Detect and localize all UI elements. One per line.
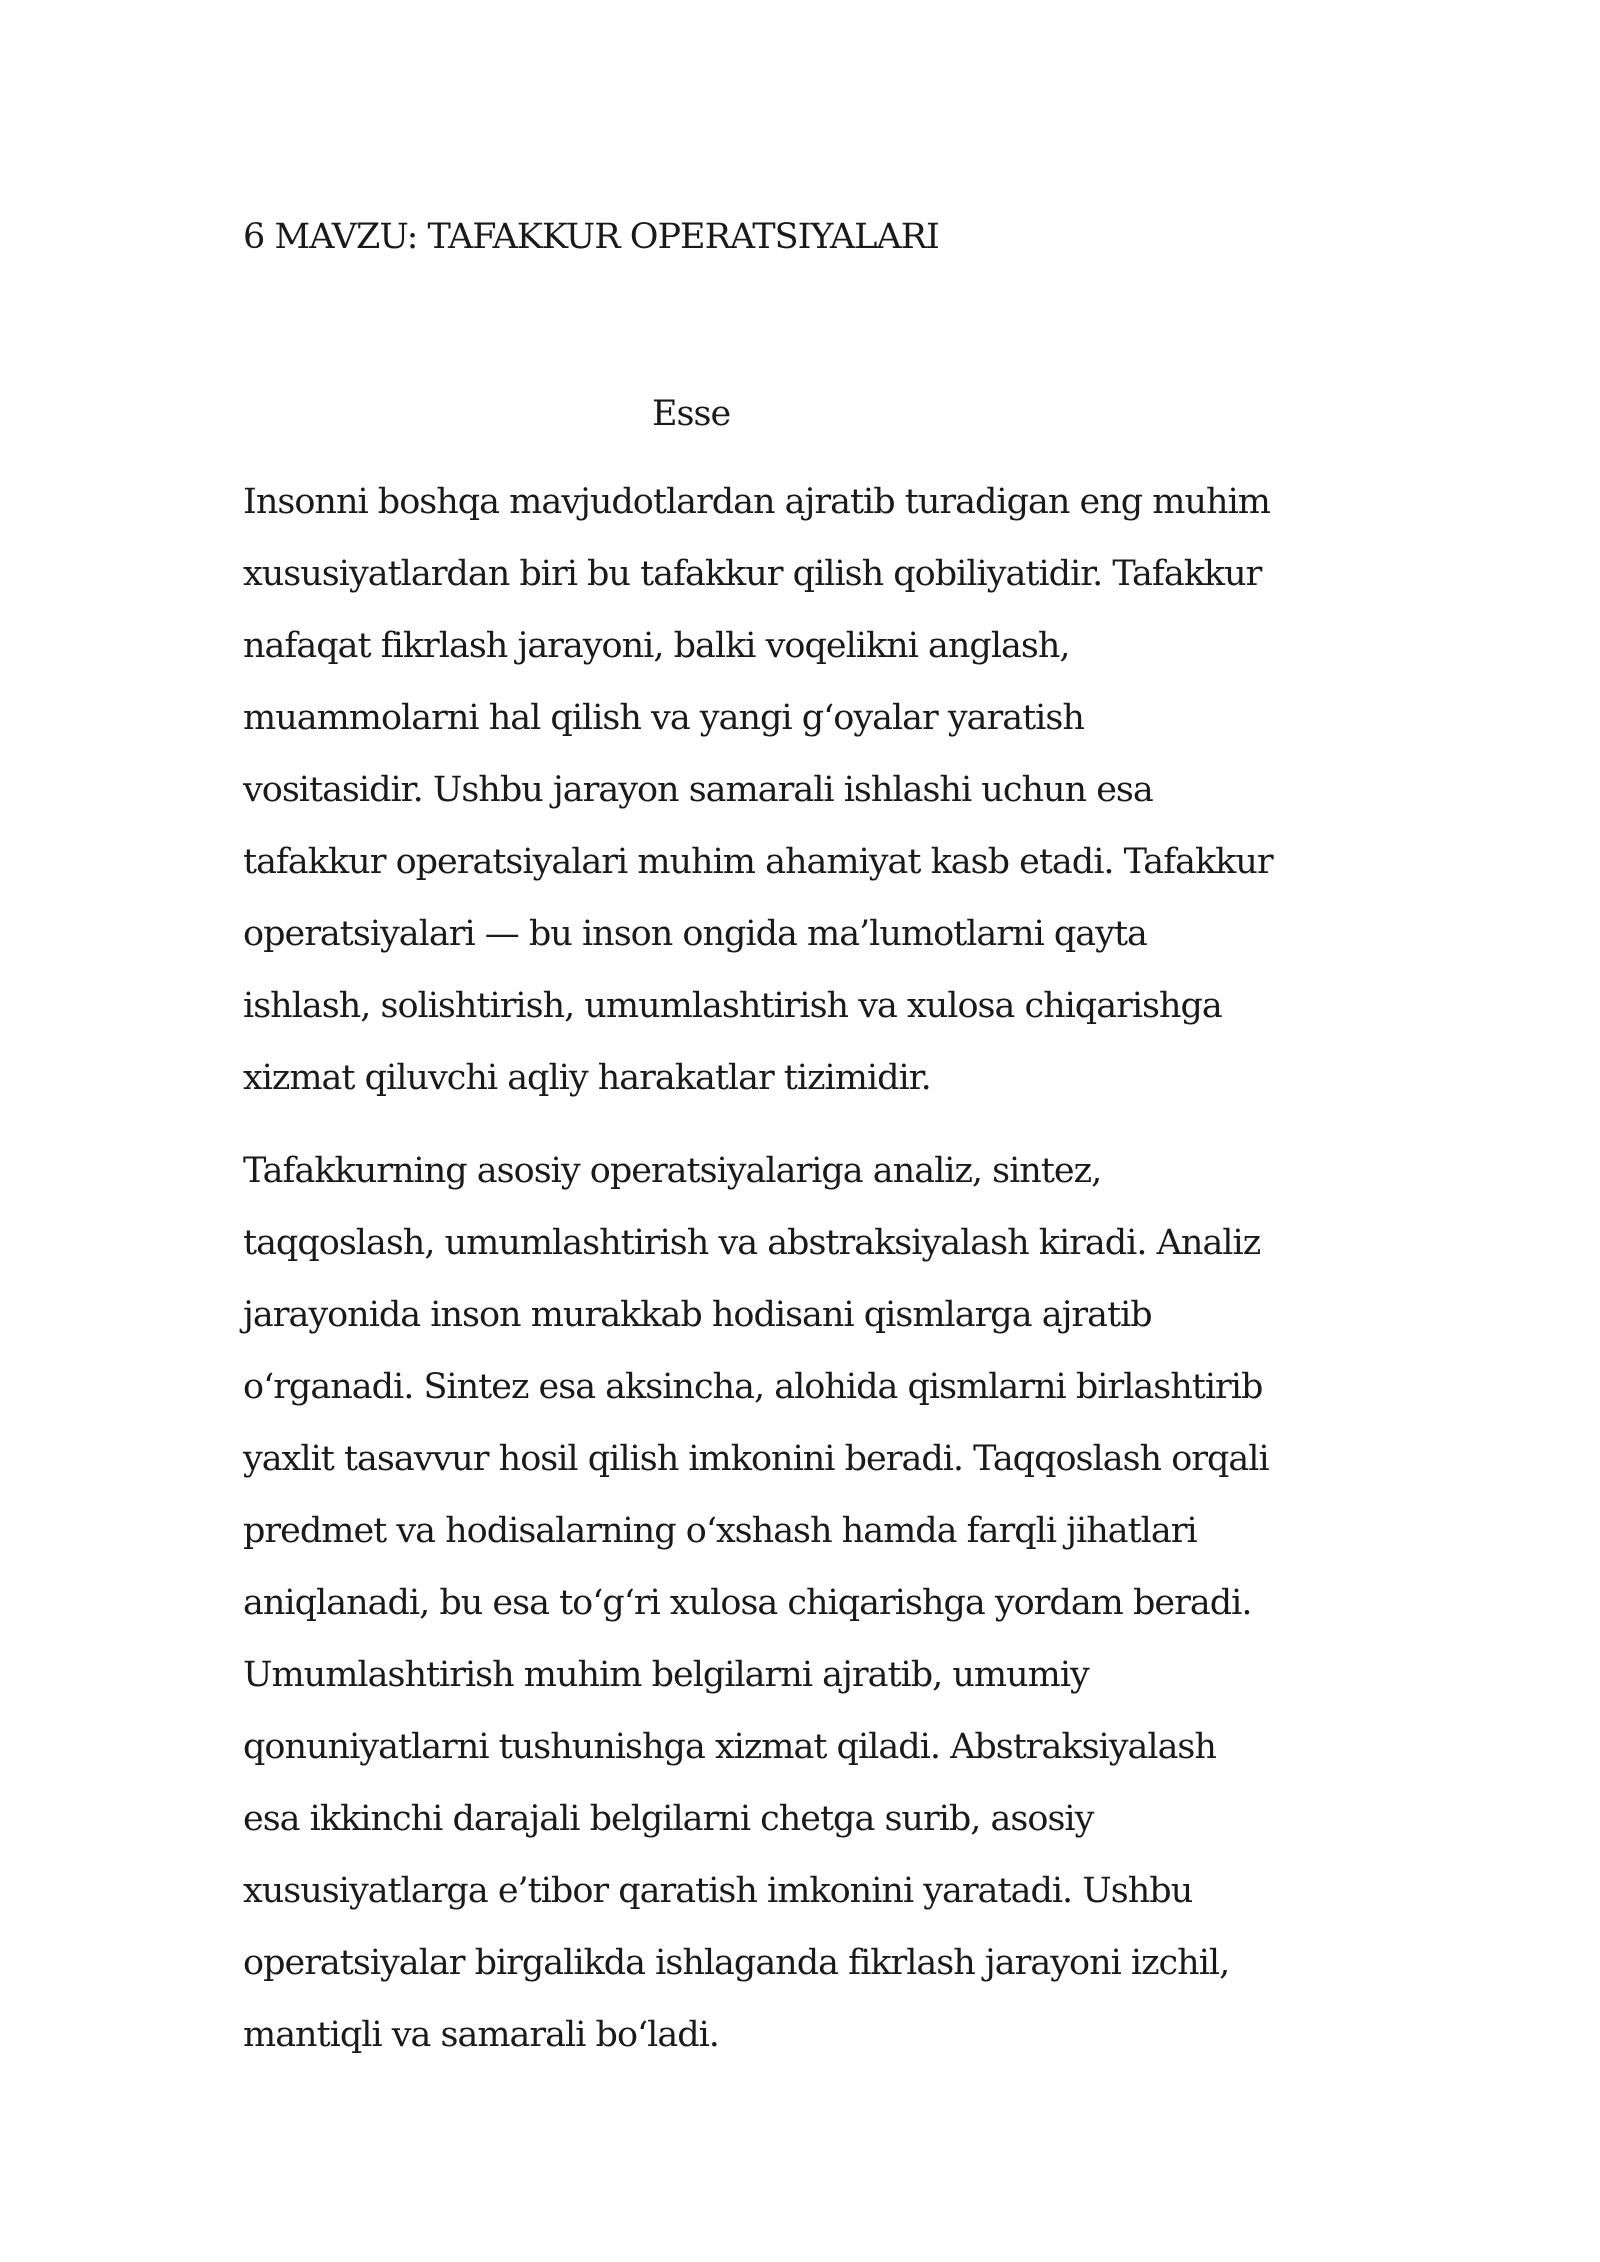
paragraph-line: operatsiyalar birgalikda ishlaganda fikrlash jarayoni izchil,	[243, 1943, 1230, 1983]
paragraph-line: predmet va hodisalarning o‘xshash hamda farqli jihatlari	[243, 1511, 1197, 1551]
paragraph-line: jarayonida inson murakkab hodisani qismlarga ajratib	[243, 1295, 1152, 1335]
paragraph-line: Insonni boshqa mavjudotlardan ajratib turadigan eng muhim	[243, 482, 1270, 522]
paragraph-line: vositasidir. Ushbu jarayon samarali ishlashi uchun esa	[243, 770, 1153, 810]
paragraph-line: nafaqat fikrlash jarayoni, balki voqelikni anglash,	[243, 626, 1070, 666]
essay-subtitle: Esse	[652, 394, 731, 434]
paragraph-line: muammolarni hal qilish va yangi g‘oyalar yaratish	[243, 698, 1084, 738]
paragraph-line: xizmat qiluvchi aqliy harakatlar tizimidir.	[243, 1058, 931, 1098]
paragraph-line: taqqoslash, umumlashtirish va abstraksiyalash kiradi. Analiz	[243, 1223, 1261, 1263]
paragraph-line: tafakkur operatsiyalari muhim ahamiyat kasb etadi. Tafakkur	[243, 842, 1273, 882]
paragraph-line: mantiqli va samarali bo‘ladi.	[243, 2015, 719, 2055]
paragraph-line: operatsiyalari — bu inson ongida ma’lumotlarni qayta	[243, 914, 1147, 954]
paragraph-line: qonuniyatlarni tushunishga xizmat qiladi. Abstraksiyalash	[243, 1727, 1216, 1767]
paragraph-line: Umumlashtirish muhim belgilarni ajratib, umumiy	[243, 1655, 1089, 1695]
paragraph-line: ishlash, solishtirish, umumlashtirish va xulosa chiqarishga	[243, 986, 1222, 1026]
paragraph-line: xususiyatlarga e’tibor qaratish imkonini yaratadi. Ushbu	[243, 1871, 1193, 1911]
paragraph-line: aniqlanadi, bu esa to‘g‘ri xulosa chiqarishga yordam beradi.	[243, 1583, 1252, 1623]
paragraph-line: esa ikkinchi darajali belgilarni chetga surib, asosiy	[243, 1799, 1094, 1839]
document-heading: 6 MAVZU: TAFAKKUR OPERATSIYALARI	[243, 217, 939, 257]
paragraph-line: o‘rganadi. Sintez esa aksincha, alohida qismlarni birlashtirib	[243, 1367, 1263, 1407]
paragraph-line: yaxlit tasavvur hosil qilish imkonini beradi. Taqqoslash orqali	[243, 1439, 1269, 1479]
paragraph-line: Tafakkurning asosiy operatsiyalariga analiz, sintez,	[243, 1151, 1102, 1191]
paragraph-1	[243, 466, 1273, 1114]
paragraph-line: xususiyatlardan biri bu tafakkur qilish qobiliyatidir. Tafakkur	[243, 554, 1262, 594]
paragraph-2	[243, 1135, 1269, 2071]
